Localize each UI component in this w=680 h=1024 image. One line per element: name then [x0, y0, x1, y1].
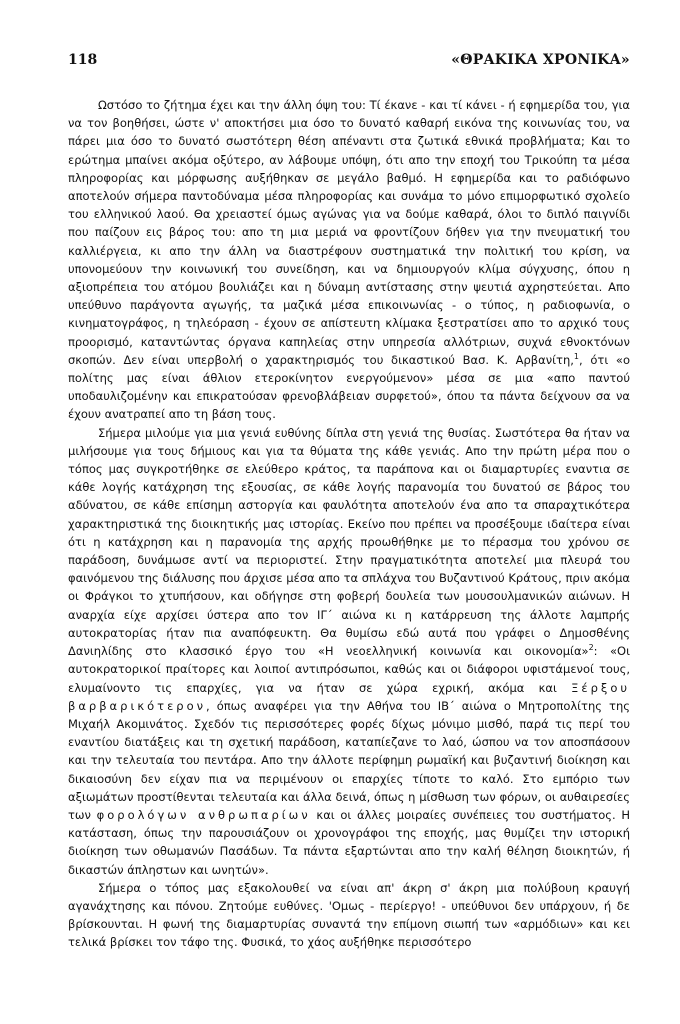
page-number: 118: [68, 52, 98, 68]
paragraph-1-end: , ότι «ο πολίτης μας είναι άθλιον ετεροκίνητον ενεργούμενον» μέσα σε μια «απο παντού υποδαυλιζομένην και επικρατούσαν φρενοβλάβειαν συρφετού», όπου τα πάντα δείχνουν σα να έχουν ανατραπεί απο τη βάση τους.: [68, 352, 630, 422]
paragraph-2-text-b: : «Οι αυτοκρατορικοί πραίτορες και λοιποί αντιπρόσωποι, καθώς και οι διάφοροι υφιστάμενοί τους, ελυμαίνοντο τις επαρχίες, για να ήταν σε χώρα εχρική, ακόμα και: [68, 644, 630, 695]
article-body: [68, 96, 630, 952]
footnote-mark-1: 1: [573, 352, 579, 362]
spaced-quote-2: φορολόγων ανθρωπαρίων: [96, 807, 311, 822]
footnote-mark-2: 2: [588, 643, 594, 653]
spaced-quote-1: Ξέρξου βαρβαρικότερον: [68, 680, 631, 713]
journal-title: «ΘΡΑΚΙΚΑ ΧΡΟΝΙΚΑ»: [451, 52, 630, 68]
paragraph-1: [68, 96, 630, 424]
paragraph-2: [68, 424, 630, 879]
paragraph-1-text: Ωστόσο το ζήτημα έχει και την άλλη όψη του: Τί έκανε - και τί κάνει - ή εφημερίδα του, για να τον βοηθήσει, ώστε ν' αποκτήσει μια όσο το δυνατό καθαρή εικόνα της κοινωνίας του, να πάρει μια όσο το δυνατό σωστότερη θέση απέναντι στα ζωτικά εθνικά προβλήματα; Και το ερώτημα μπαίνει ακόμα οξύτερο, αν λάβουμε υπόψη, ότι απο την εποχή του Τρικούπη τα μέσα πληροφορίας και μόρφωσης αυξήθηκαν σε μεγάλο βαθμό. Η εφημερίδα και το ραδιόφωνο αποτελούν σήμερα παντοδύναμα μέσα πληροφορίας και συνάμα το μόνο επιμορφωτικό σχολείο του ελληνικού λαού. Θα χρειαστεί όμως αγώνας για να δούμε καθαρά, όλοι το διπλό παιγνίδι που παίζουν εις βάρος του: απο τη μια μεριά να φροντίζουν δήθεν για την πνευματική του καλλιέργεια, κι απο την άλλη να διαστρέφουν συστηματικά την πολιτική του κρίση, να υπονομεύουν την κοινωνική του συνείδηση, και να δημιουργούν κλίμα σύγχυσης, όπου η αξιοπρέπεια του ατόμου βουλιάζει και η δύναμη αντίστασης στην ψευτιά αχρηστεύεται. Απο υπεύθυνο παράγοντα αγωγής, τα μαζικά μέσα επικοινωνίας - ο τύπος, η ραδιοφωνία, ο κινηματογράφος, η τηλεόραση - έχουν σε απίστευτη κλίμακα ξεστρατίσει απο το αρχικό τους προορισμό, καταντώντας όργανα καπηλείας στην υπηρεσία αλλότριων, συχνά εθνοκτόνων σκοπών. Δεν είναι υπερβολή ο χαρακτηρισμός του δικαστικού Βασ. Κ. Αρβανίτη,: [68, 98, 630, 367]
paragraph-2-text-c: , όπως αναφέρει για την Αθήνα του ΙΒ΄ αιώνα ο Μητροπολίτης της Μιχαήλ Ακομινάτος. Σχεδόν τις περισσότερες φορές δίχως μόνιμο μισθό, παρά τις περί του εναντίου διατάξεις και τη σχετική παράδοση, καταπίεζανε το λαό, ώσπου να τον αποσπάσουν και την τελευταία του πεντάρα. Απο την άλλοτε περίφημη ρωμαϊκή και βυζαντινή διοίκηση και δικαιοσύνη δεν είχαν πια να περιμένουν οι επαρχίες τίποτε το καλό. Στο εμπόριο των αξιωμάτων προστίθενται τελευταία και άλλα δεινά, όπως η μίσθωση των φόρων, οι αυθαιρεσίες των: [68, 698, 630, 822]
paragraph-2-text-a: Σήμερα μιλούμε για μια γενιά ευθύνης δίπλα στη γενιά της θυσίας. Σωστότερα θα ήταν να μιλήσουμε για τους δήμιους και για τα θύματα της κάθε γενιάς. Απο την πρώτη μέρα που ο τόπος μας συγκροτήθηκε σε ελεύθερο κράτος, τα παράπονα και οι διαμαρτυρίες εναντια σε κάθε λογής κατάχρηση της εξουσίας, σε κάθε λογής παρανομία του δυνατού σε βάρος του αδύνατου, σε κάθε επίσημη αστοργία και φαυλότητα αποτελούν ένα απο τα σπαραχτικότερα χαρακτηριστικά της διοικητικής μας ιστορίας. Εκείνο που πρέπει να προσέξουμε ιδαίτερα είναι ότι η κατάχρηση και η παρανομία της αρχής προωθήθηκε με το πέρασμα του χρόνου σε παράδοση, δυνάμωσε αντί να περιοριστεί. Στην πραγματικότητα αποτελεί μια πλευρά του φαινόμενου της διάλυσης που άρχισε μέσα απο τα σπλάχνα του Βυζαντινού Κράτους, πριν ακόμα οι Φράγκοι το χτυπήσουν, και οδήγησε στη φοβερή δουλεία των μουσουλμανικών αιώνων. Η αναρχία είχε αρχίσει ύστερα απο τον ΙΓ΄ αιώνα κι η κατάρρευση της άλλοτε λαμπρής αυτοκρατορίας ήταν πια αναπόφευκτη. Θα θυμίσω εδώ αυτά που γράφει ο Δημοσθένης Δανιηλίδης στο κλασσικό έργο του «Η νεοελληνική κοινωνία και οικονομία»: [68, 425, 630, 659]
paragraph-3-text: Σήμερα ο τόπος μας εξακολουθεί να είναι απ' άκρη σ' άκρη μια πολύβουη κραυγή αγανάχτησης και πόνου. Ζητούμε ευθύνες. 'Ομως - περίεργο! - υπεύθυνοι δεν υπάρχουν, ή δε βρίσκουνται. Η φωνή της διαμαρτυρίας συναντά την επίμονη σιωπή των «αρμόδιων» και κει τελικά βρίσκει τον τάφο της. Φυσικά, το χάος αυξήθηκε περισσότερο: [68, 880, 630, 950]
page-header: [68, 52, 630, 74]
paragraph-3: [68, 879, 630, 952]
paragraph-2-text-d: και οι άλλες μοιραίες συνέπειες του συστήματος. Η κατάσταση, όπως την παρουσιάζουν οι χρονογράφοι της εποχής, μας θυμίζει την ιστορική διοίκηση των οθωμανών Πασάδων. Τα πάντα εξαρτώνται απο την καλή θέληση διοικητών, ή δικαστών άπληστων και ωνητών».: [68, 807, 631, 877]
